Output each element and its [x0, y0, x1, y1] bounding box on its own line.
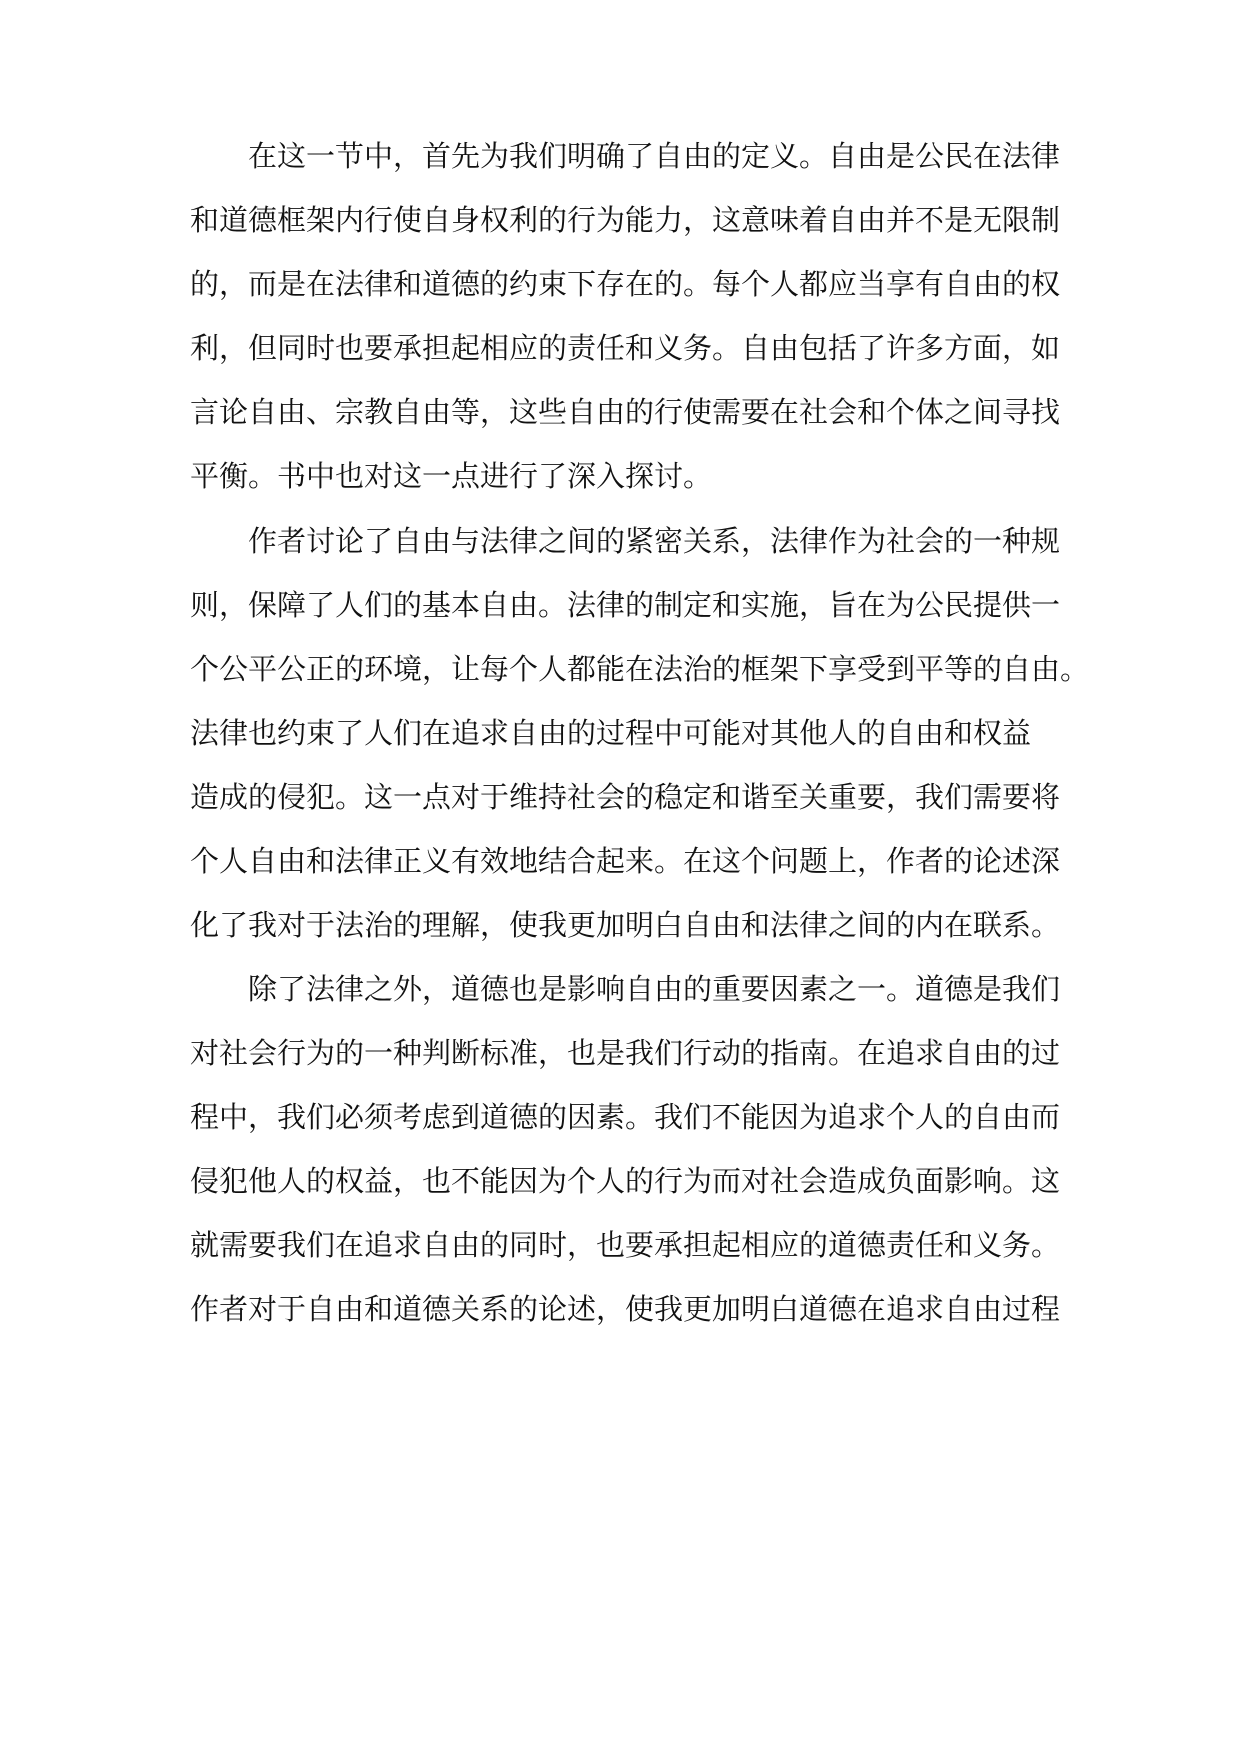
paragraph-1-line-4: 利，但同时也要承担起相应的责任和义务。自由包括了许多方面，如: [190, 331, 1061, 365]
paragraph-3-line-4: 侵犯他人的权益，也不能因为个人的行为而对社会造成负面影响。这: [190, 1164, 1061, 1198]
paragraph-3-line-6: 作者对于自由和道德关系的论述，使我更加明白道德在追求自由过程: [190, 1292, 1061, 1326]
paragraph-2-line-1: 作者讨论了自由与法律之间的紧密关系，法律作为社会的一种规: [248, 524, 1061, 558]
paragraph-3-line-1: 除了法律之外，道德也是影响自由的重要因素之一。道德是我们: [248, 972, 1061, 1006]
paragraph-3-line-5: 就需要我们在追求自由的同时，也要承担起相应的道德责任和义务。: [190, 1228, 1061, 1262]
paragraph-2-line-5: 造成的侵犯。这一点对于维持社会的稳定和谐至关重要，我们需要将: [190, 780, 1061, 814]
paragraph-3-line-2: 对社会行为的一种判断标准，也是我们行动的指南。在追求自由的过: [190, 1036, 1061, 1070]
paragraph-2-line-2: 则，保障了人们的基本自由。法律的制定和实施，旨在为公民提供一: [190, 588, 1061, 622]
paragraph-3-line-3: 程中，我们必须考虑到道德的因素。我们不能因为追求个人的自由而: [190, 1100, 1061, 1134]
paragraph-2-line-4: 法律也约束了人们在追求自由的过程中可能对其他人的自由和权益: [190, 716, 1032, 750]
paragraph-1-line-6: 平衡。书中也对这一点进行了深入探讨。: [190, 459, 713, 493]
paragraph-2-line-7: 化了我对于法治的理解，使我更加明白自由和法律之间的内在联系。: [190, 908, 1061, 942]
paragraph-1-line-1: 在这一节中，首先为我们明确了自由的定义。自由是公民在法律: [248, 139, 1061, 173]
paragraph-1-line-3: 的，而是在法律和道德的约束下存在的。每个人都应当享有自由的权: [190, 267, 1061, 301]
paragraph-2-line-6: 个人自由和法律正义有效地结合起来。在这个问题上，作者的论述深: [190, 844, 1061, 878]
paragraph-1-line-5: 言论自由、宗教自由等，这些自由的行使需要在社会和个体之间寻找: [190, 395, 1061, 429]
paragraph-2-line-3: 个公平公正的环境，让每个人都能在法治的框架下享受到平等的自由。: [190, 652, 1090, 686]
paragraph-1-line-2: 和道德框架内行使自身权利的行为能力，这意味着自由并不是无限制: [190, 203, 1061, 237]
